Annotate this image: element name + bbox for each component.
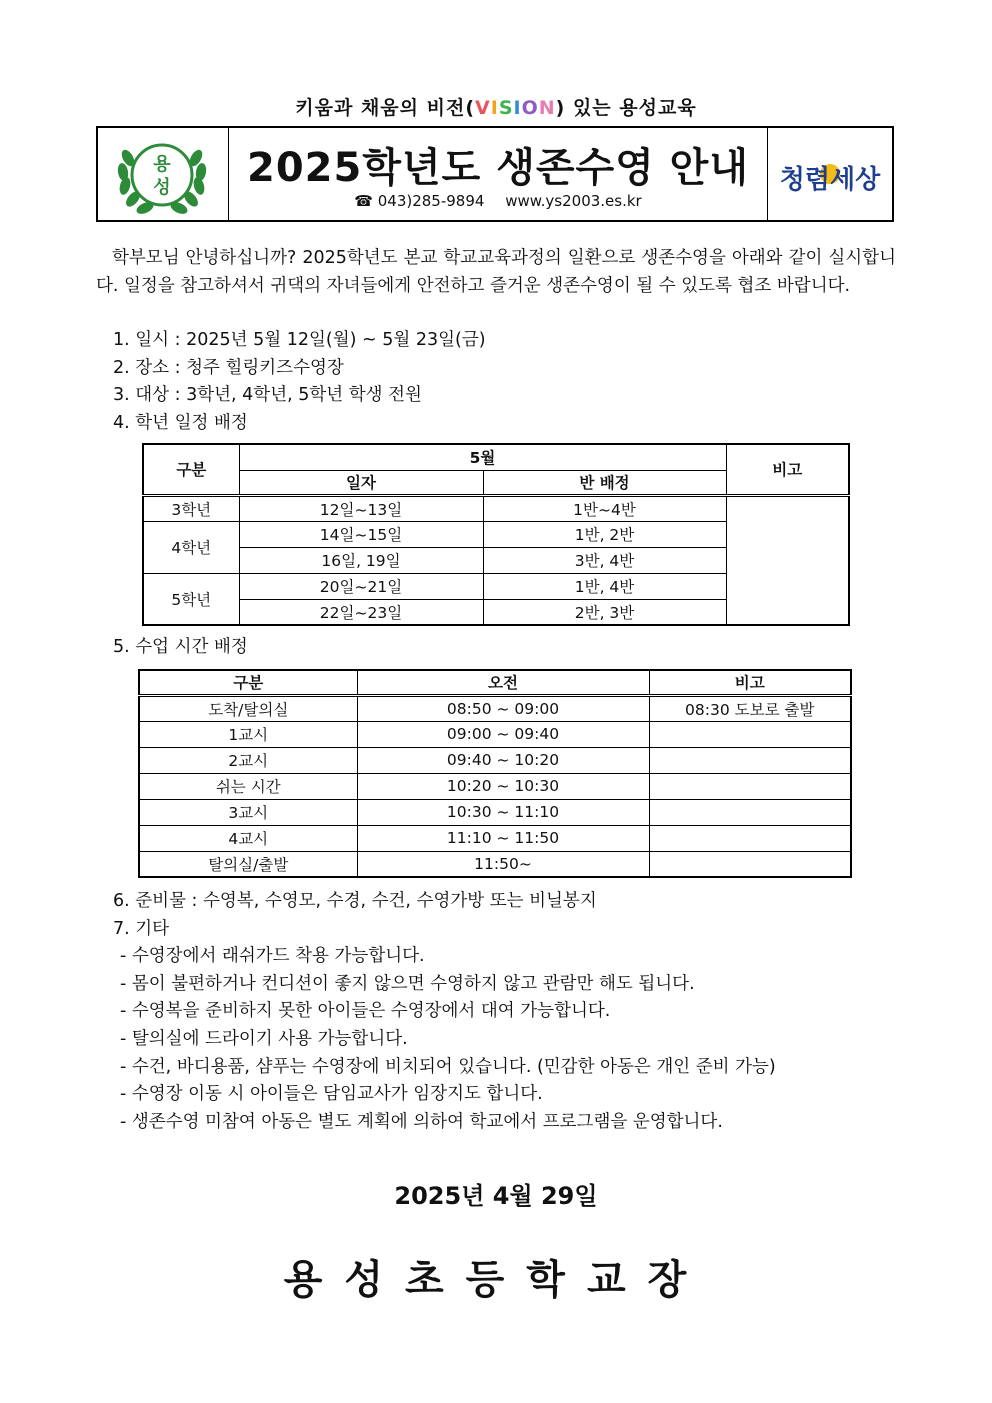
item-etc: 7. 기타 <box>113 919 170 939</box>
note-item: - 수영장에서 래쉬가드 착용 가능합니다. <box>120 946 425 966</box>
item-grade-schedule: 4. 학년 일정 배정 <box>113 413 248 433</box>
period-time: 08:50 ~ 09:00 <box>357 695 649 721</box>
item-place: 2. 장소 : 청주 힐링키즈수영장 <box>113 358 344 378</box>
period-time: 11:10 ~ 11:50 <box>357 825 649 851</box>
note-item: - 수건, 바디용품, 샴푸는 수영장에 비치되어 있습니다. (민감한 아동은 개인 준비 가능) <box>120 1057 776 1077</box>
period-note <box>649 799 851 825</box>
slogan-text: 청렴세상 <box>779 165 881 195</box>
document-title: 2025학년도 생존수영 안내 <box>247 145 749 191</box>
table-row <box>139 747 851 773</box>
class-time-table <box>138 669 852 878</box>
motto-prefix: 키움과 채움의 비전( <box>295 97 476 119</box>
table-row <box>139 825 851 851</box>
period-note <box>649 825 851 851</box>
header-note: 비고 <box>649 670 851 695</box>
vision-letter: S <box>498 97 514 119</box>
grade-schedule-table <box>142 443 850 626</box>
header-class: 반 배정 <box>483 470 726 495</box>
grade-cell: 3학년 <box>143 495 239 521</box>
grade-cell: 5학년 <box>143 573 239 625</box>
integrity-slogan-icon <box>768 128 892 220</box>
note-item: - 수영복을 준비하지 못한 아이들은 수영장에서 대여 가능합니다. <box>120 1001 611 1021</box>
period-time: 09:40 ~ 10:20 <box>357 747 649 773</box>
period-note: 08:30 도보로 출발 <box>649 695 851 721</box>
table-row <box>139 773 851 799</box>
date-cell: 12일~13일 <box>239 495 483 521</box>
vision-letter: N <box>538 97 556 119</box>
period-note <box>649 721 851 747</box>
table-row <box>143 495 849 521</box>
date-cell: 14일~15일 <box>239 521 483 547</box>
header-date: 일자 <box>239 470 483 495</box>
note-item: - 수영장 이동 시 아이들은 담임교사가 임장지도 합니다. <box>120 1084 543 1104</box>
period-time: 10:30 ~ 11:10 <box>357 799 649 825</box>
table-row <box>139 695 851 721</box>
item-class-time: 5. 수업 시간 배정 <box>113 637 248 657</box>
class-cell: 2반, 3반 <box>483 599 726 625</box>
motto <box>0 93 992 120</box>
note-cell <box>726 495 849 625</box>
website: www.ys2003.es.kr <box>505 192 642 210</box>
header-box <box>96 126 894 222</box>
period-time: 10:20 ~ 10:30 <box>357 773 649 799</box>
note-item: - 탈의실에 드라이기 사용 가능합니다. <box>120 1029 408 1049</box>
date-cell: 22일~23일 <box>239 599 483 625</box>
date-cell: 20일~21일 <box>239 573 483 599</box>
phone-icon: ☎ <box>354 192 373 210</box>
period-label: 2교시 <box>139 747 357 773</box>
date-cell: 16일, 19일 <box>239 547 483 573</box>
header-morning: 오전 <box>357 670 649 695</box>
class-cell: 1반, 2반 <box>483 521 726 547</box>
school-logo-icon <box>98 128 228 220</box>
period-label: 1교시 <box>139 721 357 747</box>
class-cell: 3반, 4반 <box>483 547 726 573</box>
header-month: 5월 <box>239 444 726 470</box>
header-note: 비고 <box>726 444 849 495</box>
intro-paragraph: 학부모님 안녕하십니까? 2025학년도 본교 학교교육과정의 일환으로 생존수영을 아래와 같이 실시합니다. 일정을 참고하셔서 귀댁의 자녀들에게 안전하고 즐거운 생존수영이 될 수 있도록 협조 바랍니다. <box>96 248 896 296</box>
header-group: 구분 <box>139 670 357 695</box>
motto-suffix: ) 있는 용성교육 <box>555 97 697 119</box>
period-time: 09:00 ~ 09:40 <box>357 721 649 747</box>
slogan-logo-cell <box>767 128 892 220</box>
item-date: 1. 일시 : 2025년 5월 12일(월) ~ 5월 23일(금) <box>113 330 486 350</box>
issue-date: 2025년 4월 29일 <box>394 1182 598 1210</box>
school-logo-cell <box>98 128 229 220</box>
class-cell: 1반~4반 <box>483 495 726 521</box>
period-label: 4교시 <box>139 825 357 851</box>
vision-letter: I <box>513 97 522 119</box>
vision-letter: I <box>490 97 499 119</box>
principal-signature: 용성초등학교장 <box>283 1257 709 1303</box>
contact-line <box>228 192 768 210</box>
period-label: 탈의실/출발 <box>139 851 357 877</box>
period-note <box>649 747 851 773</box>
period-note <box>649 851 851 877</box>
period-note <box>649 773 851 799</box>
vision-letter: V <box>475 97 491 119</box>
vision-letter: O <box>521 97 539 119</box>
item-target: 3. 대상 : 3학년, 4학년, 5학년 학생 전원 <box>113 385 422 405</box>
table-row <box>139 721 851 747</box>
class-cell: 1반, 4반 <box>483 573 726 599</box>
note-item: - 몸이 불편하거나 컨디션이 좋지 않으면 수영하지 않고 관람만 해도 됩니다. <box>120 974 695 994</box>
item-supplies: 6. 준비물 : 수영복, 수영모, 수경, 수건, 수영가방 또는 비닐봉지 <box>113 891 597 911</box>
note-item: - 생존수영 미참여 아동은 별도 계획에 의하여 학교에서 프로그램을 운영합니다. <box>120 1112 723 1132</box>
period-label: 쉬는 시간 <box>139 773 357 799</box>
phone-number: 043)285-9894 <box>377 192 485 210</box>
logo-char: 용 <box>153 154 171 175</box>
period-label: 도착/탈의실 <box>139 695 357 721</box>
header-group: 구분 <box>143 444 239 495</box>
period-label: 3교시 <box>139 799 357 825</box>
table-row <box>139 799 851 825</box>
period-time: 11:50~ <box>357 851 649 877</box>
logo-char: 성 <box>153 177 171 198</box>
grade-cell: 4학년 <box>143 521 239 573</box>
table-row <box>139 851 851 877</box>
